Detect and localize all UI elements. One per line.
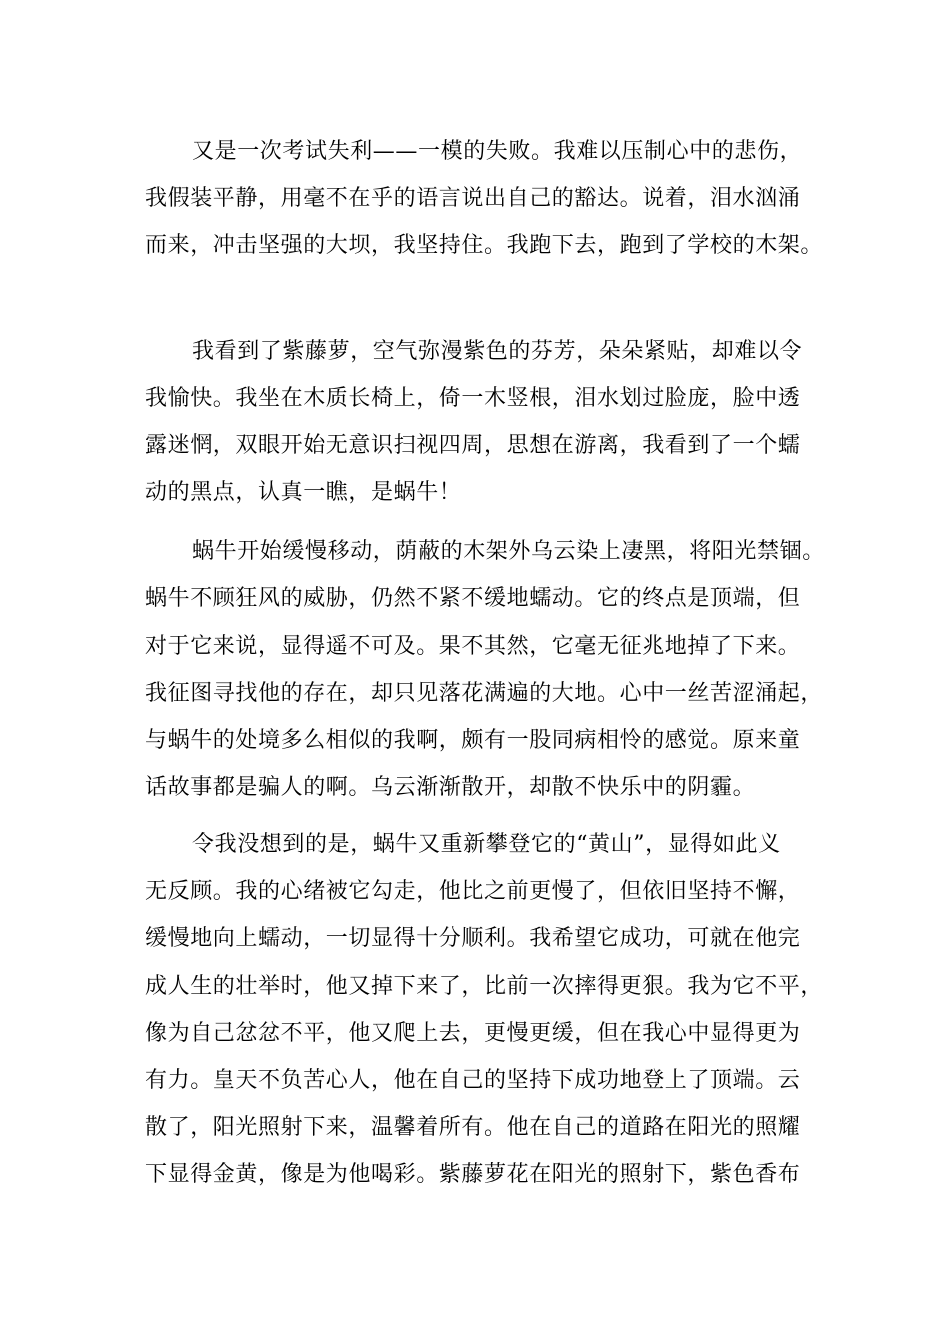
text-line: 有力。皇天不负苦心人，他在自己的坚持下成功地登上了顶端。云 [145,1068,801,1093]
text-line: 下显得金黄，像是为他喝彩。紫藤萝花在阳光的照射下，紫色香布 [145,1162,801,1187]
text-line: 我假装平静，用毫不在乎的语言说出自己的豁达。说着，泪水汹涌 [145,186,801,211]
text-line: 又是一次考试失利——一模的失败。我难以压制心中的悲伤， [192,139,803,164]
text-line: 散了，阳光照射下来，温馨着所有。他在自己的道路在阳光的照耀 [145,1115,801,1140]
text-line: 而来，冲击坚强的大坝，我坚持住。我跑下去，跑到了学校的木架。 [145,233,824,258]
text-line: 令我没想到的是，蜗牛又重新攀登它的“黄山”，显得如此义 [192,832,781,857]
text-line: 缓慢地向上蠕动，一切显得十分顺利。我希望它成功，可就在他完 [145,926,801,951]
text-line: 成人生的壮举时，他又掉下来了，比前一次摔得更狠。我为它不平， [145,974,824,999]
text-line: 蜗牛开始缓慢移动，荫蔽的木架外乌云染上凄黑，将阳光禁锢。 [192,539,825,564]
text-line: 无反顾。我的心绪被它勾走，他比之前更慢了，但依旧坚持不懈， [145,879,801,904]
text-line: 我愉快。我坐在木质长椅上，倚一木竖根，泪水划过脸庞，脸中透 [145,386,801,411]
text-line: 蜗牛不顾狂风的威胁，仍然不紧不缓地蠕动。它的终点是顶端，但 [145,586,801,611]
text-line: 话故事都是骗人的啊。乌云渐渐散开，却散不快乐中的阴霾。 [145,775,756,800]
text-line: 露迷惘，双眼开始无意识扫视四周，思想在游离，我看到了一个蠕 [145,433,801,458]
text-line: 像为自己忿忿不平，他又爬上去，更慢更缓，但在我心中显得更为 [145,1021,801,1046]
text-line: 我征图寻找他的存在，却只见落花满遍的大地。心中一丝苦涩涌起， [145,681,824,706]
text-line: 我看到了紫藤萝，空气弥漫紫色的芬芳，朵朵紧贴，却难以令 [192,339,803,364]
text-line: 与蜗牛的处境多么相似的我啊，颇有一股同病相怜的感觉。原来童 [145,728,801,753]
text-line: 动的黑点，认真一瞧，是蜗牛！ [145,480,462,505]
text-line: 对于它来说，显得遥不可及。果不其然，它毫无征兆地掉了下来。 [145,634,801,659]
